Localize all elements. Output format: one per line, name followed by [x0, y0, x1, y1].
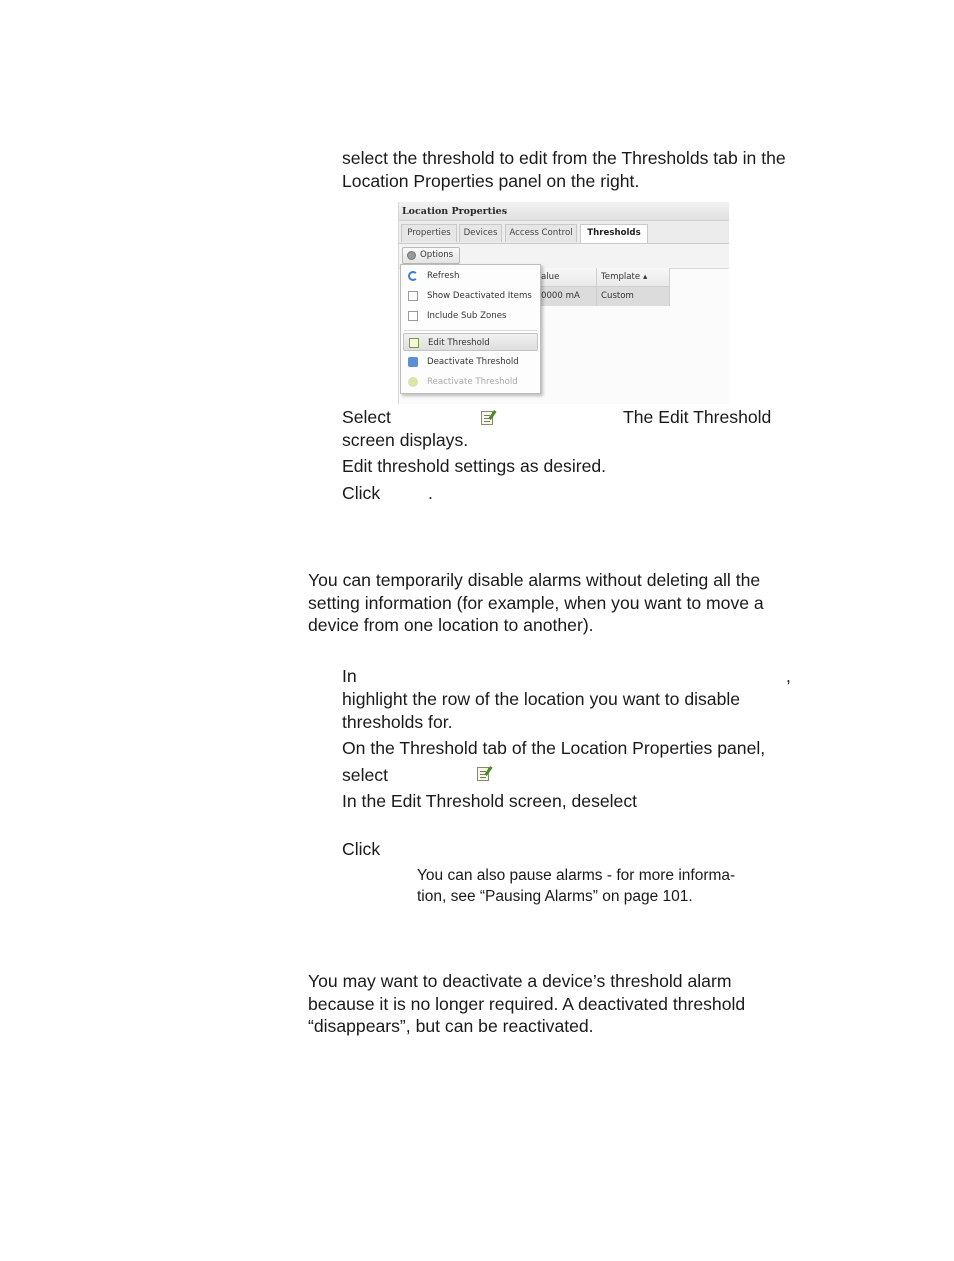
edit-icon — [409, 338, 419, 348]
section3-paragraph-line3: “disappears”, but can be reactivated. — [308, 1016, 594, 1036]
menu-item-edit-threshold[interactable]: Edit Threshold — [403, 333, 538, 351]
note-line1: You can also pause alarms - for more informa- — [417, 867, 736, 884]
step-select-word: Select — [342, 407, 391, 427]
menu-item-show-deactivated[interactable]: Show Deactivated Items — [403, 287, 538, 305]
note-line2: tion, see “Pausing Alarms” on page 101. — [417, 888, 693, 905]
panel-title: Location Properties — [399, 202, 729, 221]
step2-line1: On the Threshold tab of the Location Properties panel, — [342, 738, 766, 758]
edit-icon — [481, 411, 493, 425]
tab-access-control[interactable]: Access Control — [505, 224, 577, 242]
column-header-value[interactable]: alue — [537, 268, 597, 287]
step-click: Click — [342, 483, 381, 503]
step1-line2: highlight the row of the location you want to disable — [342, 689, 741, 709]
section3-paragraph-line1: You may want to deactivate a device’s threshold alarm — [308, 971, 732, 991]
step1-comma: , — [786, 666, 791, 686]
reactivate-icon — [408, 377, 418, 387]
table-cell-value[interactable]: 0000 mA — [537, 287, 597, 306]
step-intro-line2: Location Properties panel on the right. — [342, 171, 640, 191]
tab-properties[interactable]: Properties — [401, 224, 457, 242]
section2-paragraph-line3: device from one location to another). — [308, 615, 594, 635]
step1-in: In — [342, 666, 357, 686]
edit-icon — [477, 767, 489, 781]
options-button-label: Options — [420, 250, 454, 260]
deactivate-icon — [408, 357, 418, 367]
section2-paragraph-line1: You can temporarily disable alarms without deleting all the — [308, 570, 761, 590]
section2-paragraph-line2: setting information (for example, when you want to move a — [308, 593, 764, 613]
step-intro-line1: select the threshold to edit from the Thresholds tab in the — [342, 148, 786, 168]
menu-item-include-sub-zones[interactable]: Include Sub Zones — [403, 307, 538, 325]
menu-item-refresh[interactable]: Refresh — [403, 267, 538, 285]
table-cell-template[interactable]: Custom — [597, 287, 670, 306]
tab-bar — [399, 221, 729, 244]
step4-click: Click — [342, 839, 381, 859]
location-properties-screenshot — [398, 202, 729, 404]
step3: In the Edit Threshold screen, deselect — [342, 791, 638, 811]
checkbox-icon[interactable] — [408, 291, 418, 301]
section3-paragraph-line2: because it is no longer required. A deactivated threshold — [308, 994, 746, 1014]
step-click-period: . — [428, 483, 433, 503]
step-select-tail: The Edit Threshold — [623, 407, 772, 427]
column-header-template[interactable]: Template ▴ — [597, 268, 670, 287]
options-dropdown-menu — [400, 264, 541, 394]
step-edit: Edit threshold settings as desired. — [342, 456, 607, 476]
tab-devices[interactable]: Devices — [459, 224, 502, 242]
menu-separator — [404, 330, 537, 331]
menu-item-reactivate-threshold: Reactivate Threshold — [403, 373, 538, 391]
checkbox-icon[interactable] — [408, 311, 418, 321]
step-select-line2: screen displays. — [342, 430, 469, 450]
refresh-icon — [408, 271, 418, 281]
step1-line3: thresholds for. — [342, 712, 453, 732]
tab-thresholds[interactable]: Thresholds — [580, 224, 648, 243]
menu-item-deactivate-threshold[interactable]: Deactivate Threshold — [403, 353, 538, 371]
options-button[interactable] — [402, 247, 460, 264]
step2-select: select — [342, 765, 388, 785]
gear-icon — [407, 251, 416, 260]
